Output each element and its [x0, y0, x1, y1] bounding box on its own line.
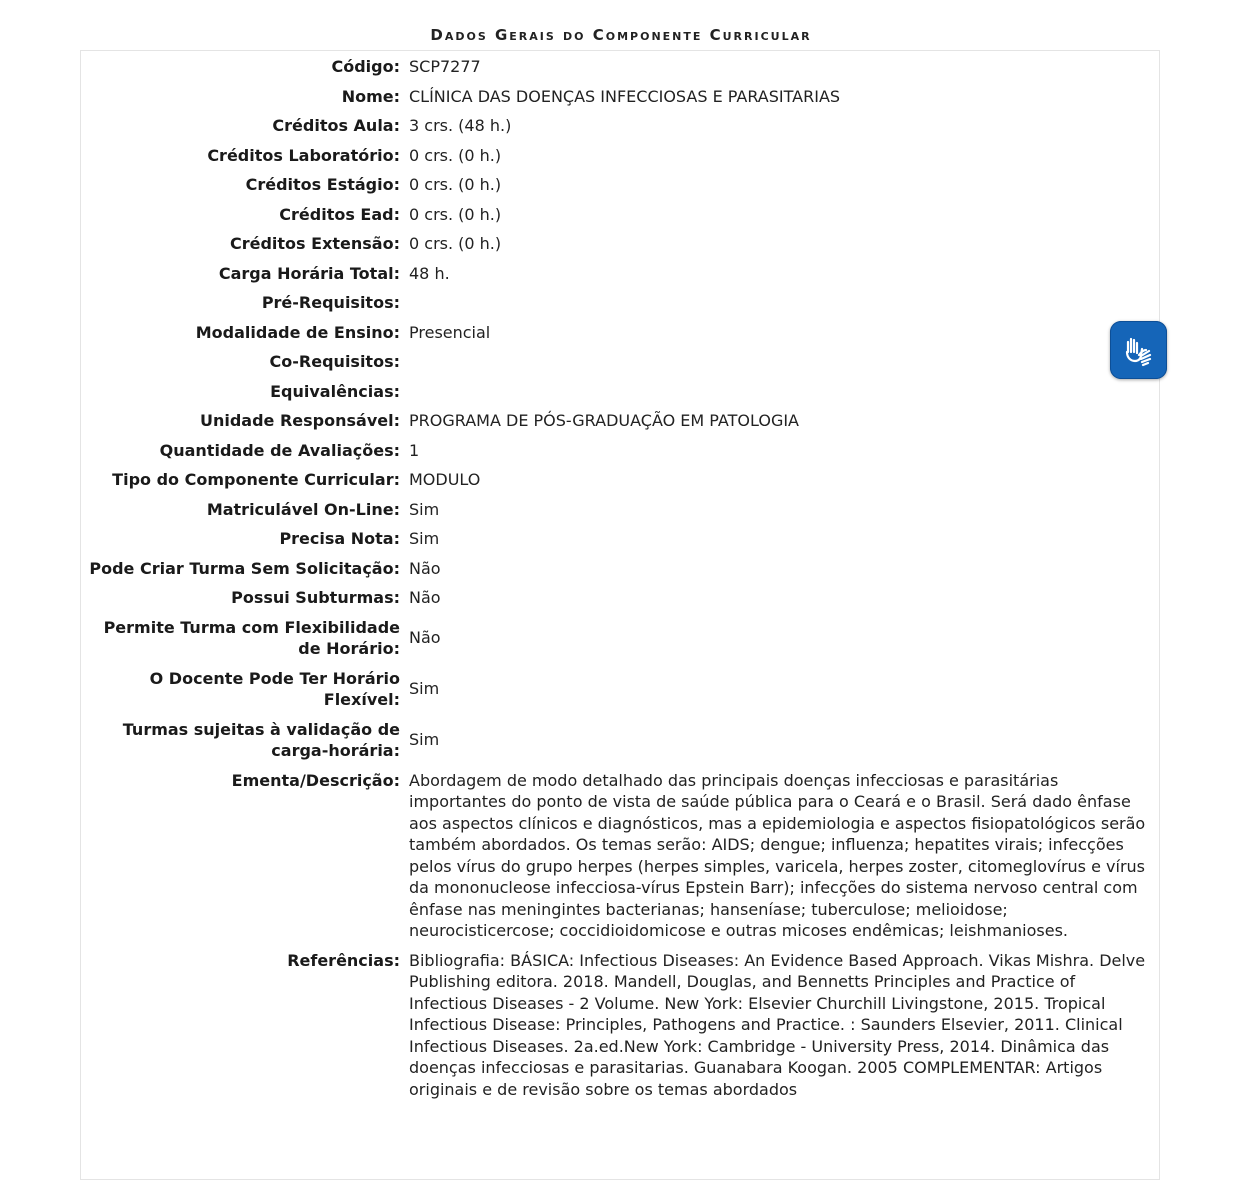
field-value: 0 crs. (0 h.) [409, 204, 502, 224]
field-value: Não [409, 628, 441, 648]
field-row-codigo [88, 52, 1156, 82]
accessibility-libras-button[interactable] [1110, 321, 1167, 379]
field-label: Precisa Nota: [279, 529, 400, 548]
field-row-pre-requisitos [88, 288, 1156, 318]
field-label: Matriculável On-Line: [206, 499, 400, 519]
field-label: O Docente Pode Ter Horário Flexível: [149, 668, 400, 709]
field-value: 3 crs. (48 h.) [409, 116, 512, 135]
field-row-unidade-responsavel [88, 406, 1156, 436]
field-value: Sim [409, 499, 440, 519]
field-value: Bibliografia: BÁSICA: Infectious Diseases: An Evidence Based Approach. Vikas Mishra. Delve Publishing editora. 2018. Mandell, Douglas, and Bennetts Principles and Practice of Infectious Diseases - 2 Volume. New York: Elsevier Churchill Livingstone, 2015. Tropical Infectious Disease: Principles, Pathogens and Practice. : Saunders Elsevier, 2011. Clinical Infectious Diseases. 2a.ed.New York: Cambridge - University Press, 2014. Dinâmica das doenças infecciosas e parasitarias. Guanabara Koogan. 2005 COMPLEMENTAR: Artigos originais e de revisão sobre os temas abordados [409, 950, 1146, 1099]
field-label: Créditos Laboratório: [207, 145, 400, 165]
field-value [409, 288, 1156, 318]
field-label: Quantidade de Avaliações: [159, 440, 400, 460]
field-row-carga-horaria-total [88, 259, 1156, 289]
field-label: Pré-Requisitos: [261, 293, 400, 312]
field-value: SCP7277 [409, 57, 481, 76]
field-value [409, 347, 1156, 377]
field-value: Sim [409, 730, 440, 750]
field-value: Não [409, 558, 441, 578]
field-row-quantidade-de-avaliacoes [88, 436, 1156, 466]
field-label: Créditos Extensão: [229, 234, 400, 253]
field-label: Unidade Responsável: [199, 411, 400, 430]
field-value: PROGRAMA DE PÓS-GRADUAÇÃO EM PATOLOGIA [409, 411, 799, 430]
field-label: Nome: [341, 86, 400, 106]
field-label: Referências: [287, 950, 400, 970]
field-label: Créditos Estágio: [245, 175, 400, 194]
field-row-precisa-nota [88, 524, 1156, 554]
field-row-creditos-ead [88, 200, 1156, 230]
field-value: Abordagem de modo detalhado das principais doenças infecciosas e parasitárias importantes do ponto de vista de saúde pública para o Ceará e o Brasil. Será dado ênfase aos aspectos clínicos e diagnósticos, mas a epidemiologia e aspectos fisiopatológicos serão também abordados. Os temas serão: AIDS; dengue; influenza; hepatites virais; infecções pelos vírus do grupo herpes (herpes simples, varicela, herpes zoster, citomeglovírus e vírus da mononucleose infecciosa-vírus Epstein Barr); infecções do sistema nervoso central com ênfase nas meningintes bacterianas; hanseníase; tuberculose; melioidose; neurocisticercose; coccidioidomicose e outras micoses endêmicas; leishmanioses. [409, 770, 1146, 940]
field-value: Presencial [409, 322, 491, 342]
field-row-creditos-extensao [88, 229, 1156, 259]
field-label: Equivalências: [270, 381, 400, 401]
field-value: MODULO [409, 470, 481, 489]
field-label: Tipo do Componente Curricular: [112, 470, 400, 489]
field-row-creditos-aula [88, 111, 1156, 141]
field-value: 48 h. [409, 263, 450, 283]
field-label: Créditos Aula: [272, 116, 400, 135]
field-row-co-requisitos [88, 347, 1156, 377]
field-row-nome [88, 82, 1156, 112]
field-value: 1 [409, 440, 420, 460]
field-value: Sim [409, 529, 440, 548]
field-label: Créditos Ead: [279, 204, 400, 224]
field-label: Co-Requisitos: [269, 352, 400, 371]
field-row-equivalencias [88, 377, 1156, 407]
field-row-tipo-do-componente [88, 465, 1156, 495]
field-value: Não [409, 588, 441, 607]
component-details-table [88, 52, 1156, 1104]
field-value: 0 crs. (0 h.) [409, 145, 502, 165]
field-label: Código: [331, 57, 400, 76]
field-label: Turmas sujeitas à validação de carga-horária: [122, 719, 400, 760]
field-row-modalidade-de-ensino [88, 318, 1156, 348]
field-row-possui-subturmas [88, 583, 1156, 613]
sign-language-hands-icon [1119, 330, 1159, 370]
field-label: Carga Horária Total: [218, 263, 400, 283]
field-row-creditos-estagio [88, 170, 1156, 200]
field-row-matriculavel-online [88, 495, 1156, 525]
field-value: 0 crs. (0 h.) [409, 175, 502, 194]
field-label: Ementa/Descrição: [231, 770, 400, 790]
field-label: Modalidade de Ensino: [195, 322, 400, 342]
field-row-validacao-carga-horaria [88, 715, 1156, 766]
field-label: Permite Turma com Flexibilidade de Horário: [103, 617, 400, 658]
field-row-pode-criar-turma [88, 554, 1156, 584]
field-row-docente-horario-flexivel [88, 664, 1156, 715]
field-label: Possui Subturmas: [231, 588, 400, 607]
field-value: CLÍNICA DAS DOENÇAS INFECCIOSAS E PARASITARIAS [409, 86, 841, 106]
field-label: Pode Criar Turma Sem Solicitação: [89, 558, 400, 578]
field-value: 0 crs. (0 h.) [409, 234, 502, 253]
field-row-flexibilidade-horario [88, 613, 1156, 664]
field-row-ementa [88, 766, 1156, 946]
field-row-creditos-laboratorio [88, 141, 1156, 171]
field-value: Sim [409, 679, 440, 699]
page-title: Dados Gerais do Componente Curricular [430, 26, 812, 44]
field-row-referencias [88, 946, 1156, 1105]
field-value [409, 377, 1156, 407]
